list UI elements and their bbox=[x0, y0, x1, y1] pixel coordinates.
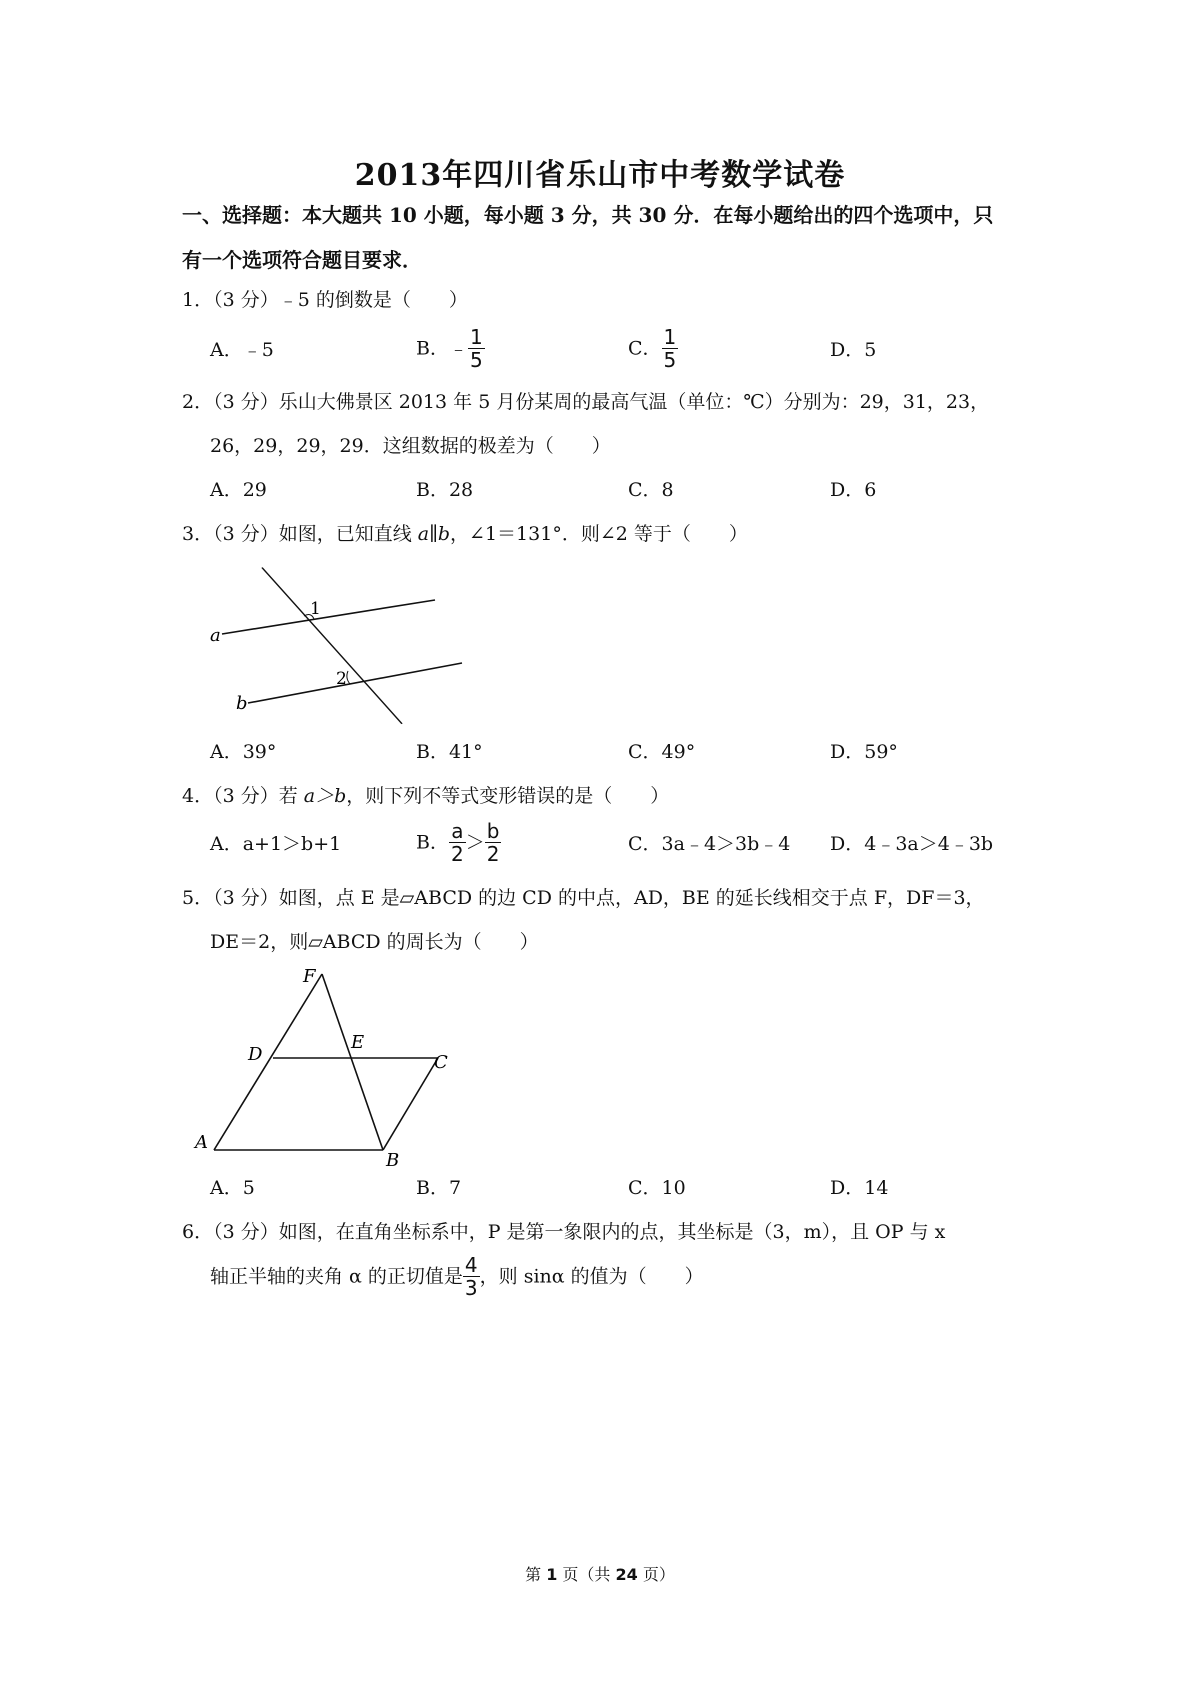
question-2-line2: 26，29，29，29．这组数据的极差为（ ） bbox=[210, 435, 611, 457]
q2-option-a: A．29 bbox=[210, 479, 267, 501]
q3-option-b: B．41° bbox=[416, 741, 483, 763]
parallel-lines-figure bbox=[200, 560, 480, 740]
q3-option-c: C．49° bbox=[628, 741, 696, 763]
q4-b-fraction-b: $\frac{b}{2}$ bbox=[486, 819, 500, 866]
transversal-line bbox=[262, 568, 402, 724]
question-1-stem: 1．（3 分）﹣5 的倒数是（ ） bbox=[182, 289, 468, 311]
segment-FB bbox=[322, 974, 383, 1150]
q1-c-fraction: $\frac{1}{5}$ bbox=[663, 325, 677, 372]
label-a: a bbox=[210, 625, 221, 646]
q3-option-a: A．39° bbox=[210, 741, 277, 763]
q5-option-d: D．14 bbox=[830, 1177, 889, 1199]
q4-option-c: C．3a﹣4＞3b﹣4 bbox=[628, 833, 791, 855]
q5-option-c: C．10 bbox=[628, 1177, 686, 1199]
q1-option-d: D．5 bbox=[830, 339, 877, 361]
q2-option-b: B．28 bbox=[416, 479, 474, 501]
q5-option-a: A．5 bbox=[210, 1177, 255, 1199]
question-5-line1: 5．（3 分）如图，点 E 是▱ABCD 的边 CD 的中点，AD，BE 的延长线相交于点 F，DF＝3， bbox=[182, 887, 985, 909]
angle-2-label: 2 bbox=[336, 669, 347, 689]
q5-option-b: B．7 bbox=[416, 1177, 462, 1199]
line-b bbox=[248, 663, 462, 703]
q4-option-b: B． $\frac{a}{2}$ ＞ $\frac{b}{2}$ bbox=[416, 819, 500, 866]
page-footer: 第 1 页（共 24 页） bbox=[525, 1565, 675, 1584]
question-5-line2: DE＝2，则▱ABCD 的周长为（ ） bbox=[210, 931, 539, 953]
q1-option-b: B．﹣ $\frac{1}{5}$ bbox=[416, 325, 483, 372]
label-D: D bbox=[248, 1044, 263, 1065]
q2-option-c: C．8 bbox=[628, 479, 674, 501]
label-B: B bbox=[386, 1150, 400, 1171]
segment-CB bbox=[383, 1058, 438, 1150]
question-2-line1: 2．（3 分）乐山大佛景区 2013 年 5 月份某周的最高气温（单位：℃）分别为：29，31，23， bbox=[182, 391, 990, 413]
section-header-line2: 有一个选项符合题目要求． bbox=[182, 248, 422, 272]
q1-b-fraction: $\frac{1}{5}$ bbox=[469, 325, 483, 372]
label-A: A bbox=[195, 1132, 208, 1153]
q1-option-c: C． $\frac{1}{5}$ bbox=[628, 325, 677, 372]
page-title: 2013年四川省乐山市中考数学试卷 bbox=[354, 158, 846, 193]
q2-option-d: D．6 bbox=[830, 479, 877, 501]
section-header-line1: 一、选择题：本大题共 10 小题，每小题 3 分，共 30 分．在每小题给出的四个选项中，只 bbox=[182, 203, 994, 227]
q1-option-a: A．﹣5 bbox=[210, 339, 274, 361]
label-E: E bbox=[351, 1032, 365, 1053]
question-3-stem: 3．（3 分）如图，已知直线 a∥b，∠1＝131°．则∠2 等于（ ） bbox=[182, 523, 748, 545]
q6-fraction: $\frac{4}{3}$ bbox=[464, 1253, 478, 1300]
question-4-stem: 4．（3 分）若 a＞b，则下列不等式变形错误的是（ ） bbox=[182, 785, 670, 807]
q3-option-d: D．59° bbox=[830, 741, 898, 763]
label-C: C bbox=[434, 1052, 448, 1073]
label-F: F bbox=[303, 966, 316, 987]
label-b: b bbox=[236, 693, 248, 714]
question-6-line2: 轴正半轴的夹角 α 的正切值是 $\frac{4}{3}$ ，则 sinα 的值为（ ） bbox=[210, 1253, 704, 1300]
line-a bbox=[222, 600, 435, 634]
q4-b-fraction-a: $\frac{a}{2}$ bbox=[450, 819, 464, 866]
q4-option-a: A．a+1＞b+1 bbox=[210, 833, 342, 855]
parallelogram-figure bbox=[195, 962, 500, 1172]
q4-option-d: D．4﹣3a＞4﹣3b bbox=[830, 833, 994, 855]
segment-FA bbox=[214, 974, 322, 1150]
question-6-line1: 6．（3 分）如图，在直角坐标系中，P 是第一象限内的点，其坐标是（3，m），且 OP 与 x bbox=[182, 1221, 946, 1243]
angle-1-label: 1 bbox=[310, 599, 321, 619]
angle-2-arc bbox=[347, 671, 350, 684]
